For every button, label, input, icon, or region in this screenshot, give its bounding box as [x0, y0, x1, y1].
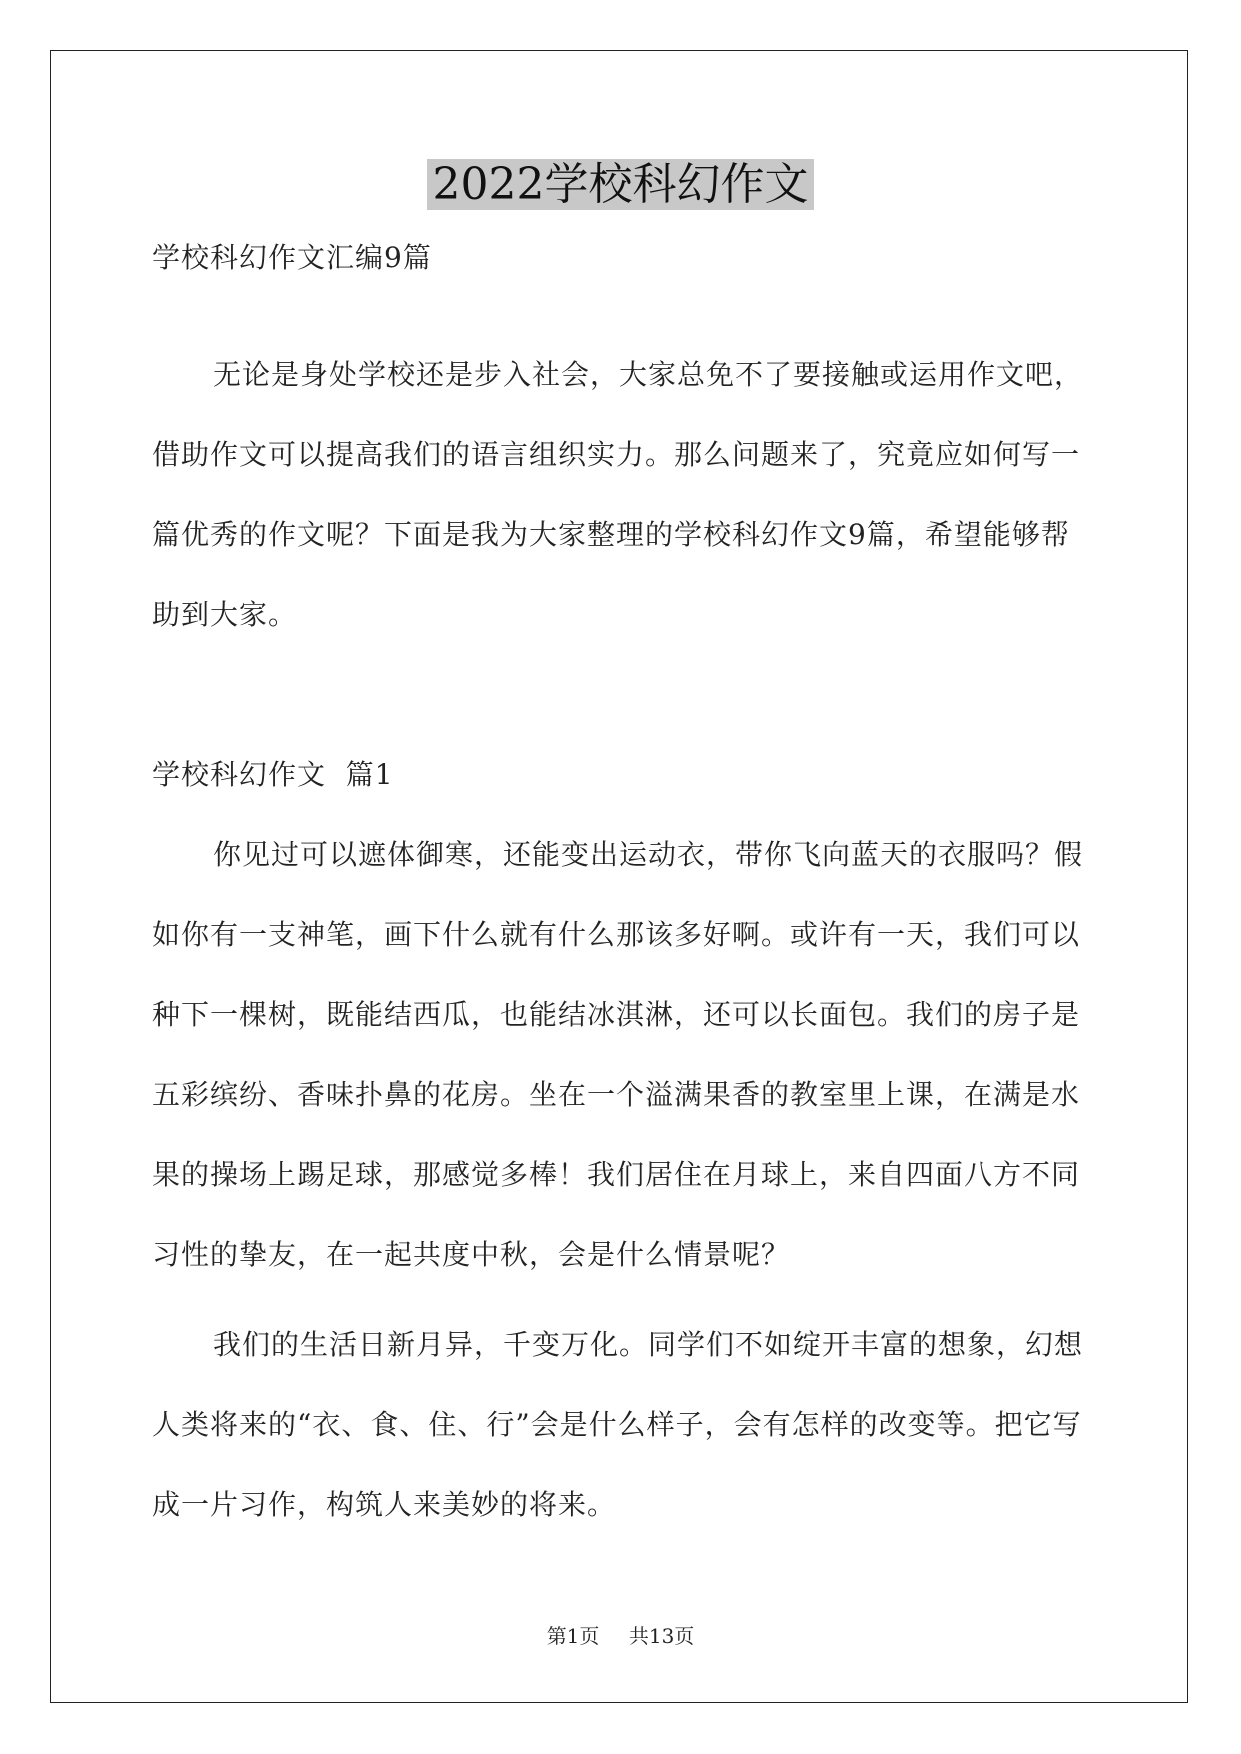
document-title	[0, 155, 1241, 215]
page-footer	[0, 1620, 1241, 1649]
body-paragraph-1: 你见过可以遮体御寒，还能变出运动衣，带你飞向蓝天的衣服吗？假如你有一支神笔，画下什么就有什么那该多好啊。或许有一天，我们可以种下一棵树，既能结西瓜，也能结冰淇淋，还可以长面包。我们的房子是五彩缤纷、香味扑鼻的花房。坐在一个溢满果香的教室里上课，在满是水果的操场上踢足球，那感觉多棒！我们居住在月球上，来自四面八方不同习性的挚友，在一起共度中秋，会是什么情景呢？	[152, 838, 1084, 1271]
intro-paragraph: 无论是身处学校还是步入社会，大家总免不了要接触或运用作文吧，借助作文可以提高我们的语言组织实力。那么问题来了，究竟应如何写一篇优秀的作文呢？下面是我为大家整理的学校科幻作文9篇，希望能够帮助到大家。	[152, 358, 1084, 631]
document-title-text: 2022学校科幻作文	[427, 159, 815, 210]
body-paragraph-2: 我们的生活日新月异，千变万化。同学们不如绽开丰富的想象，幻想人类将来的“衣、食、住、行”会是什么样子，会有怎样的改变等。把它写成一片习作，构筑人来美妙的将来。	[152, 1328, 1084, 1521]
document-subtitle: 学校科幻作文汇编9篇	[152, 241, 432, 274]
page-total: 共13页	[628, 1624, 695, 1648]
page-number: 第1页	[546, 1624, 600, 1648]
section-heading: 学校科幻作文 篇1	[152, 758, 394, 791]
